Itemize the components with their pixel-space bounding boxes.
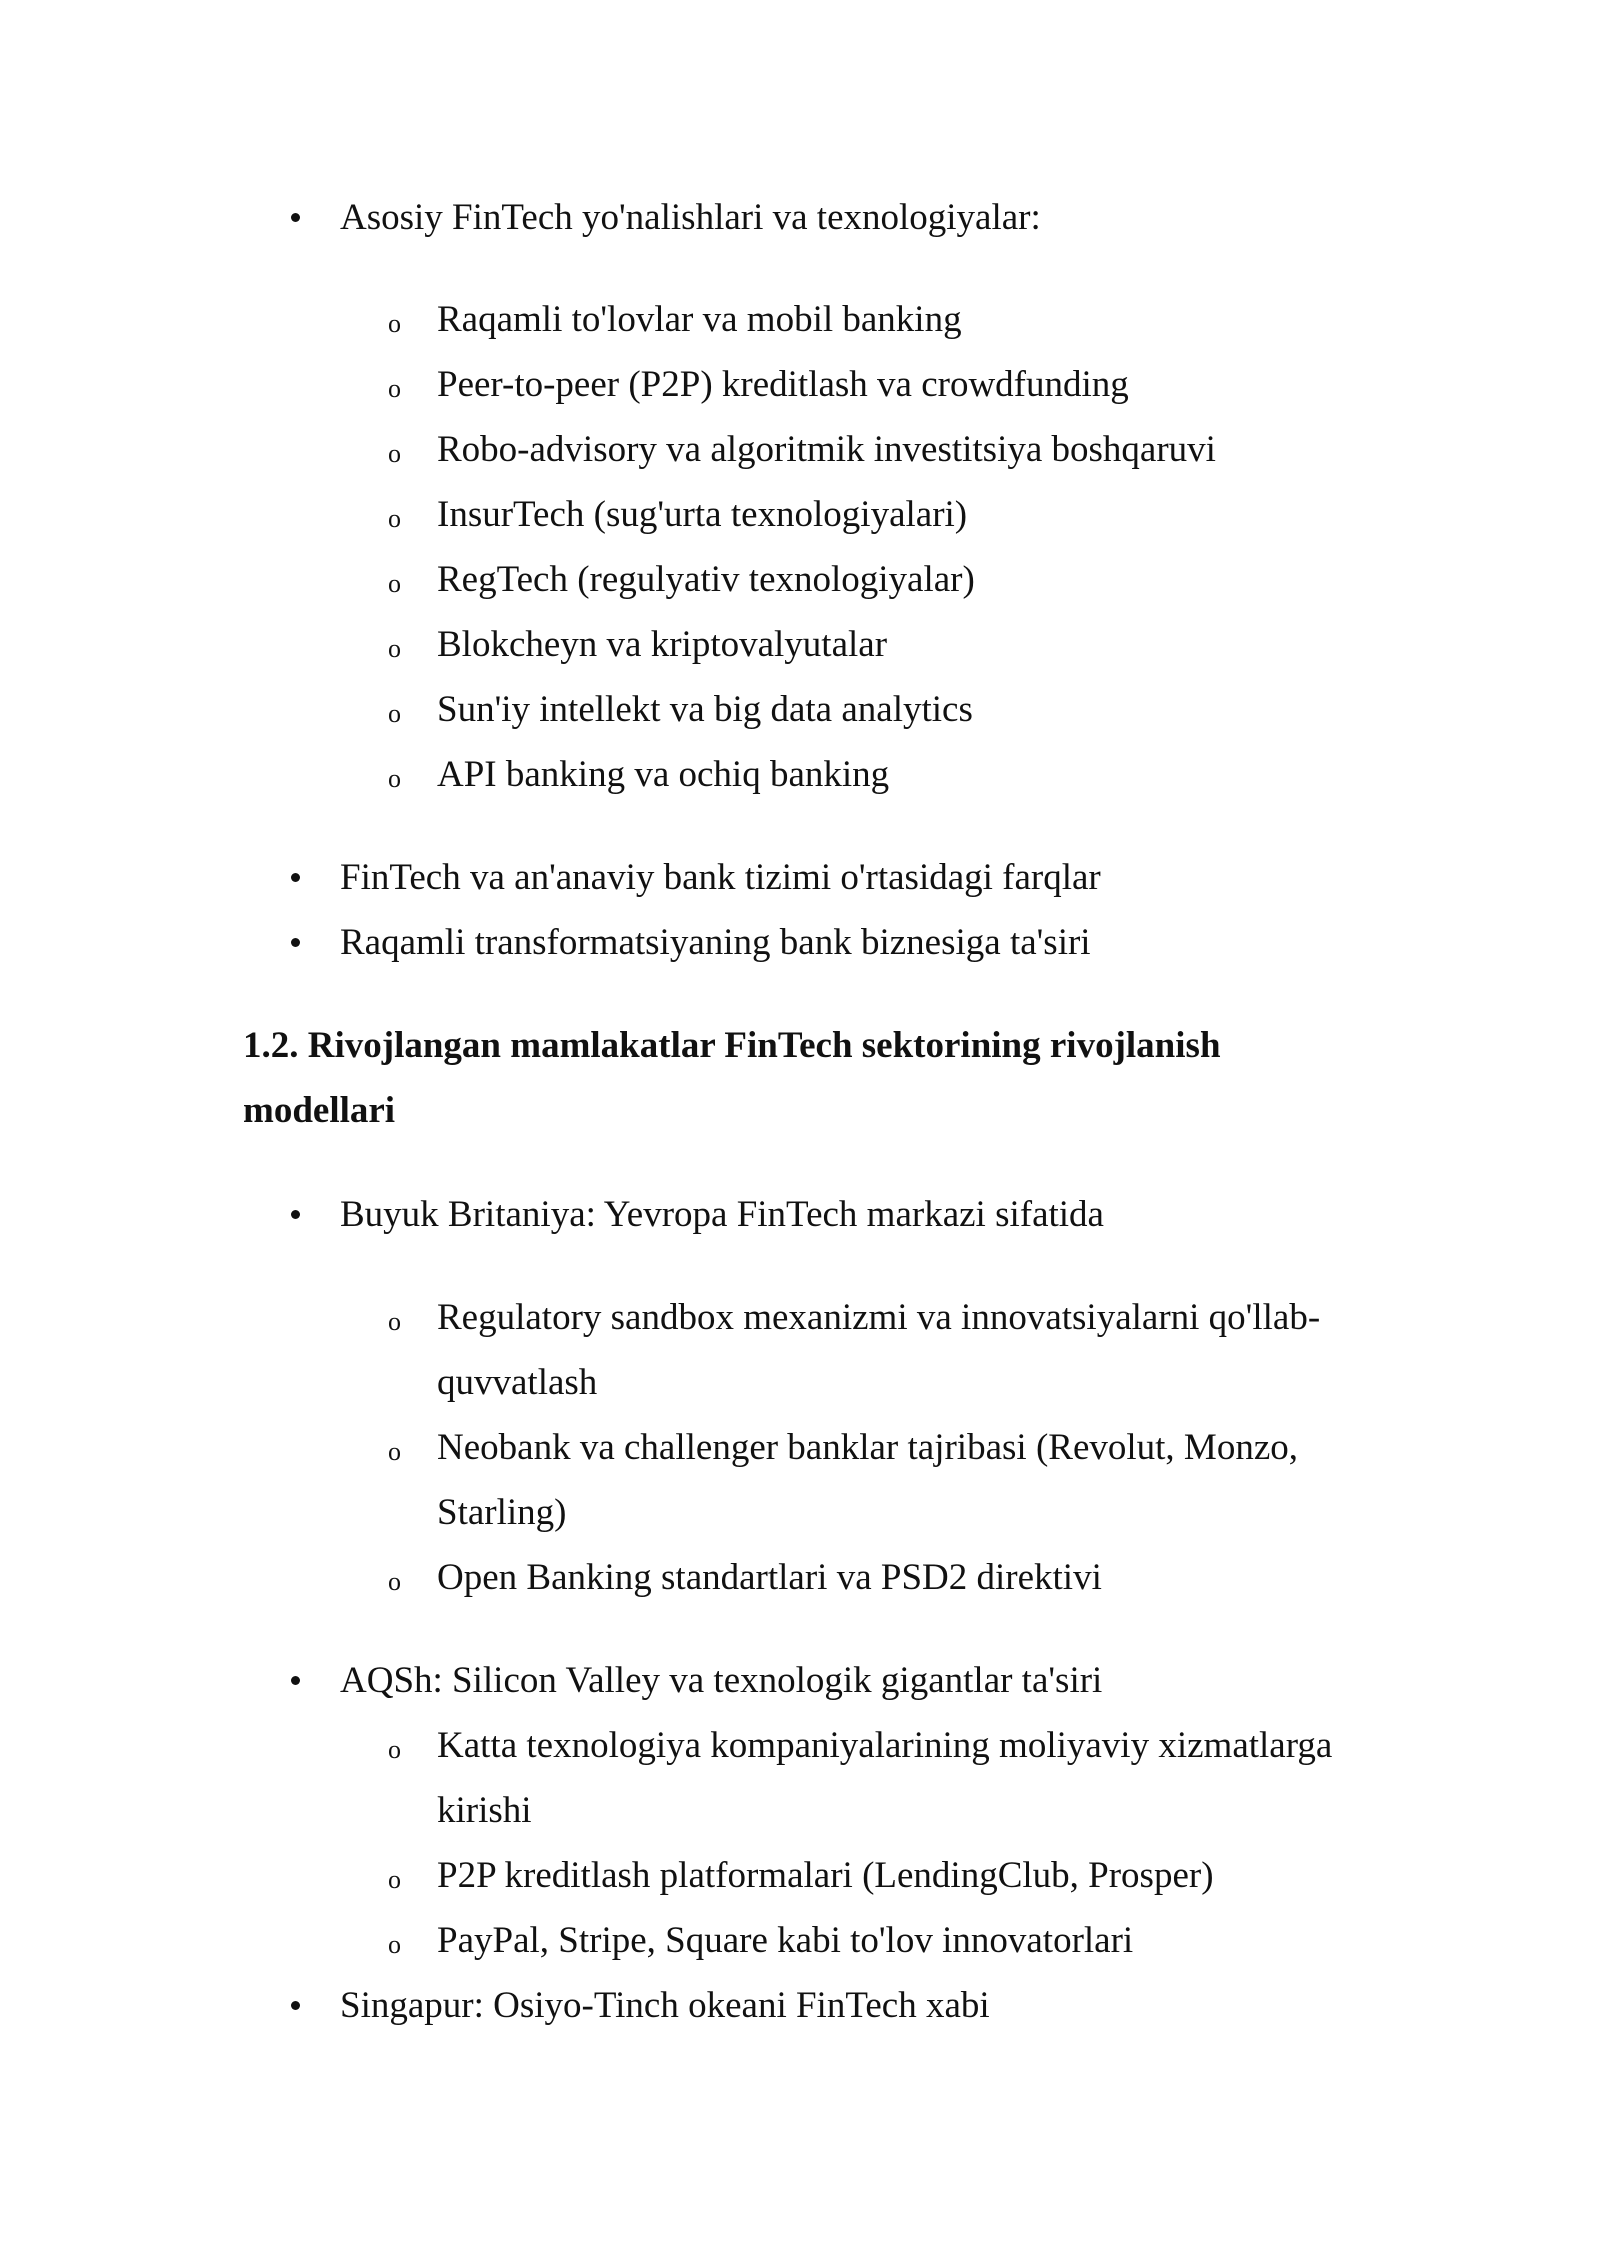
sub-bullet-marker: o [388,1735,401,1764]
sub-item-regtech: RegTech (regulyativ texnologiyalar) [437,559,975,600]
sub-item-api-banking: API banking va ochiq banking [437,754,890,795]
bullet-dot [291,1676,300,1685]
bullet-dot [291,213,300,222]
sub-item-robo-advisory: Robo-advisory va algoritmik investitsiya boshqaruvi [437,429,1216,470]
sub-bullet-marker: o [388,439,401,468]
sub-item-digital-payments: Raqamli to'lovlar va mobil banking [437,299,962,340]
section-heading-continued: modellari [243,1090,396,1131]
sub-bullet-marker: o [388,1930,401,1959]
section-heading: 1.2. Rivojlangan mamlakatlar FinTech sektorining rivojlanish [243,1025,1221,1066]
sub-item-neobanks: Neobank va challenger banklar tajribasi (Revolut, Monzo, [437,1427,1298,1468]
sub-bullet-marker: o [388,634,401,663]
bullet-dot [291,2001,300,2010]
sub-item-neobanks-continued: Starling) [437,1492,567,1533]
list-item-usa: AQSh: Silicon Valley va texnologik gigantlar ta'siri [340,1660,1103,1701]
bullet-dot [291,938,300,947]
sub-bullet-marker: o [388,1865,401,1894]
sub-bullet-marker: o [388,374,401,403]
sub-bullet-marker: o [388,764,401,793]
sub-bullet-marker: o [388,309,401,338]
sub-item-regulatory-sandbox: Regulatory sandbox mexanizmi va innovatsiyalarni qo'llab- [437,1297,1321,1338]
sub-bullet-marker: o [388,504,401,533]
sub-item-payment-innovators: PayPal, Stripe, Square kabi to'lov innovatorlari [437,1920,1134,1961]
bullet-dot [291,1210,300,1219]
sub-bullet-marker: o [388,699,401,728]
sub-item-big-tech-continued: kirishi [437,1790,532,1831]
sub-item-open-banking: Open Banking standartlari va PSD2 direktivi [437,1557,1102,1598]
sub-item-ai-big-data: Sun'iy intellekt va big data analytics [437,689,973,730]
sub-item-big-tech: Katta texnologiya kompaniyalarining moliyaviy xizmatlarga [437,1725,1333,1766]
list-item-united-kingdom: Buyuk Britaniya: Yevropa FinTech markazi sifatida [340,1194,1104,1235]
list-item-digital-transformation: Raqamli transformatsiyaning bank biznesiga ta'siri [340,922,1091,963]
sub-bullet-marker: o [388,1307,401,1336]
sub-bullet-marker: o [388,1567,401,1596]
list-item-singapore: Singapur: Osiyo-Tinch okeani FinTech xabi [340,1985,990,2026]
sub-item-insurtech: InsurTech (sug'urta texnologiyalari) [437,494,968,535]
sub-bullet-marker: o [388,1437,401,1466]
sub-item-p2p-lending: Peer-to-peer (P2P) kreditlash va crowdfunding [437,364,1129,405]
sub-item-p2p-platforms: P2P kreditlash platformalari (LendingClub, Prosper) [437,1855,1214,1896]
list-item-fintech-vs-traditional: FinTech va an'anaviy bank tizimi o'rtasidagi farqlar [340,857,1101,898]
list-item-fintech-directions: Asosiy FinTech yo'nalishlari va texnologiyalar: [340,197,1041,238]
bullet-dot [291,873,300,882]
sub-bullet-marker: o [388,569,401,598]
sub-item-regulatory-sandbox-continued: quvvatlash [437,1362,598,1403]
sub-item-blockchain: Blokcheyn va kriptovalyutalar [437,624,888,665]
